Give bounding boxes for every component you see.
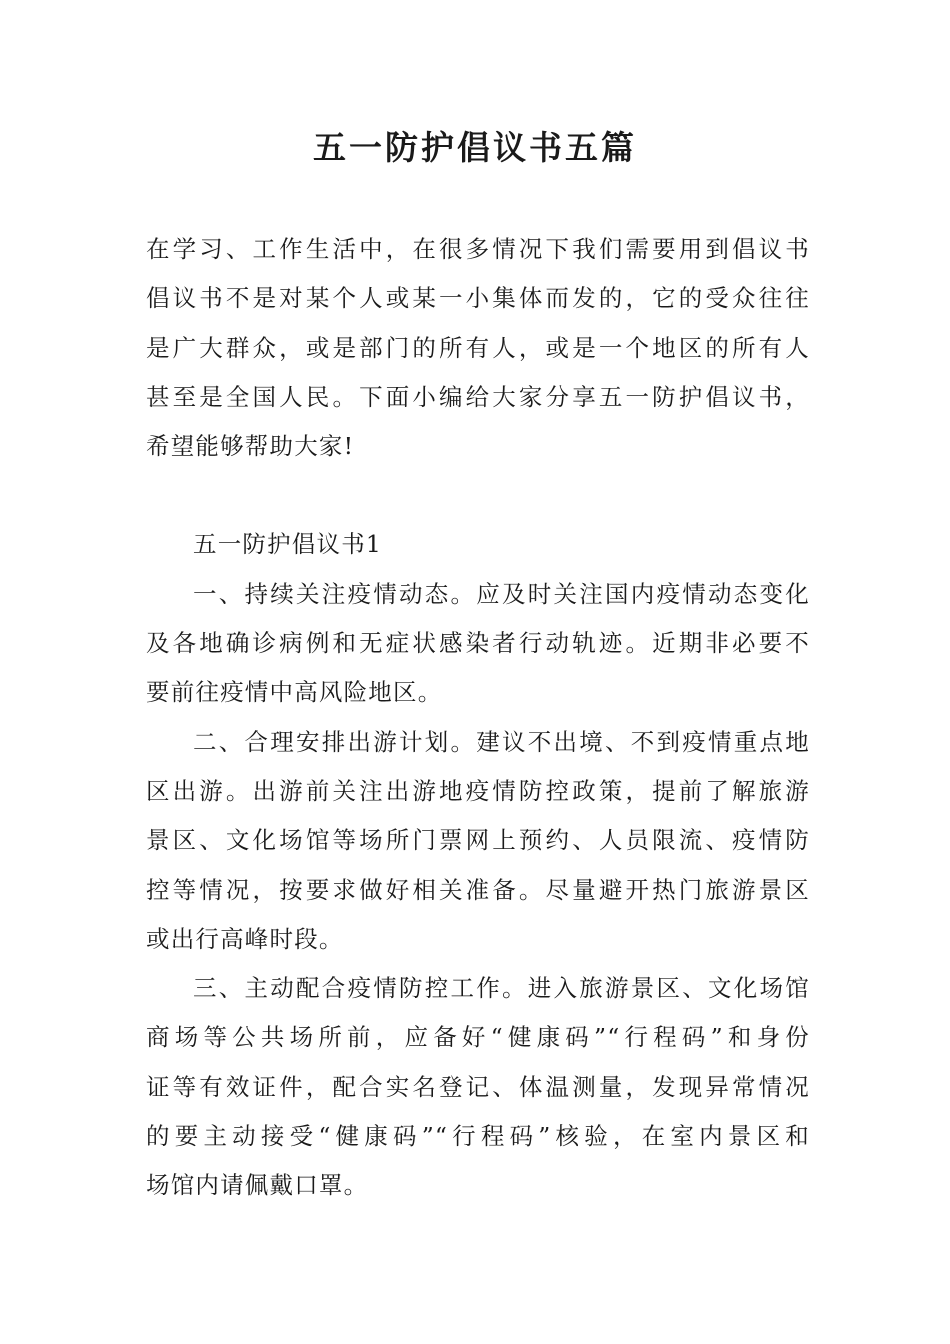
intro-line: 在学习、工作生活中，在很多情况下我们需要用到倡议书	[146, 235, 810, 263]
document-body	[146, 225, 810, 1211]
item-line: 或出行高峰时段。	[146, 924, 344, 953]
intro-line: 倡议书不是对某个人或某一小集体而发的，它的受众往往	[146, 284, 810, 313]
item-line: 的要主动接受“健康码”“行程码”核验，在室内景区和	[146, 1122, 810, 1151]
item-line: 证等有效证件，配合实名登记、体温测量，发现异常情况	[146, 1072, 810, 1101]
section-heading-text: 五一防护倡议书1	[193, 530, 383, 559]
item-line: 景区、文化场馆等场所门票网上预约、人员限流、疫情防	[146, 826, 810, 855]
intro-paragraph	[146, 225, 810, 471]
item-line: 场馆内请佩戴口罩。	[146, 1171, 369, 1200]
intro-line: 是广大群众，或是部门的所有人，或是一个地区的所有人	[146, 333, 810, 362]
item-line: 区出游。出游前关注出游地疫情防控政策，提前了解旅游	[146, 776, 810, 805]
item-paragraph-2	[146, 718, 810, 964]
intro-line: 甚至是全国人民。下面小编给大家分享五一防护倡议书，	[146, 382, 810, 411]
item-line: 控等情况，按要求做好相关准备。尽量避开热门旅游景区	[146, 875, 810, 904]
section-heading	[146, 520, 810, 569]
item-line: 二、合理安排出游计划。建议不出境、不到疫情重点地	[193, 727, 810, 756]
item-line: 及各地确诊病例和无症状感染者行动轨迹。近期非必要不	[146, 629, 810, 658]
paragraph-spacer	[146, 471, 810, 520]
item-paragraph-3	[146, 964, 810, 1210]
document-title: 五一防护倡议书五篇	[313, 128, 637, 167]
item-paragraph-1	[146, 570, 810, 718]
item-line: 要前往疫情中高风险地区。	[146, 678, 443, 707]
intro-line: 希望能够帮助大家!	[146, 432, 355, 461]
item-line: 商场等公共场所前，应备好“健康码”“行程码”和身份	[146, 1023, 810, 1052]
item-line: 三、主动配合疫情防控工作。进入旅游景区、文化场馆	[193, 974, 810, 1003]
item-line: 一、持续关注疫情动态。应及时关注国内疫情动态变化	[193, 579, 810, 608]
